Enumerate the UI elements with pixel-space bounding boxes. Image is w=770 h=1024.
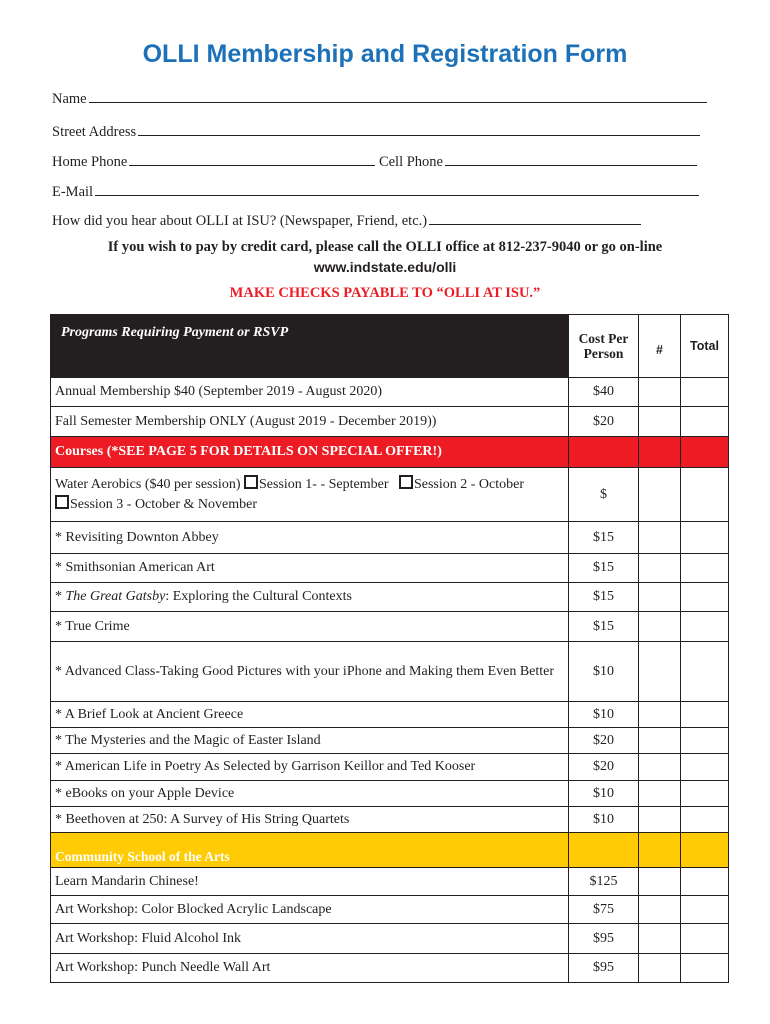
course-total[interactable]	[681, 583, 729, 612]
cell-phone-label: Cell Phone	[378, 154, 443, 170]
email-label: E-Mail	[52, 184, 94, 200]
arts-label: Art Workshop: Fluid Alcohol Ink	[51, 924, 569, 954]
programs-header: Programs Requiring Payment or RSVP	[51, 315, 569, 378]
course-total[interactable]	[681, 642, 729, 702]
course-qty[interactable]	[639, 612, 681, 642]
course-qty[interactable]	[639, 754, 681, 781]
course-qty[interactable]	[639, 728, 681, 754]
arts-qty[interactable]	[639, 924, 681, 954]
course-label: * The Mysteries and the Magic of Easter Island	[51, 728, 569, 754]
course-total[interactable]	[681, 702, 729, 728]
home-phone-label: Home Phone	[52, 154, 128, 170]
street-address-line[interactable]	[138, 121, 700, 136]
table-row	[51, 807, 729, 833]
session1-checkbox[interactable]	[244, 475, 258, 489]
arts-price: $95	[569, 954, 639, 983]
table-row	[51, 554, 729, 583]
cell-phone-line[interactable]	[445, 151, 697, 166]
course-label: * Beethoven at 250: A Survey of His String Quartets	[51, 807, 569, 833]
arts-label: Learn Mandarin Chinese!	[51, 868, 569, 896]
course-price: $10	[569, 807, 639, 833]
water-aerobics-row	[51, 468, 729, 522]
course-qty[interactable]	[639, 807, 681, 833]
table-row	[51, 868, 729, 896]
table-row	[51, 642, 729, 702]
total-header: Total	[681, 315, 729, 378]
table-header-row	[51, 315, 729, 378]
arts-qty[interactable]	[639, 954, 681, 983]
street-address-field[interactable]	[52, 121, 700, 141]
session3-label: Session 3 - October & November	[70, 496, 258, 512]
name-field[interactable]	[52, 88, 707, 108]
hear-about-line[interactable]	[429, 210, 641, 225]
arts-qty[interactable]	[639, 896, 681, 924]
form-title: OLLI Membership and Registration Form	[142, 40, 628, 68]
course-label: * American Life in Poetry As Selected by Garrison Keillor and Ted Kooser	[51, 754, 569, 781]
table-row	[51, 702, 729, 728]
session2-label: Session 2 - October	[413, 476, 525, 492]
course-price: $20	[569, 728, 639, 754]
name-label: Name	[52, 91, 87, 107]
fall-membership-label: Fall Semester Membership ONLY (August 2019 - December 2019))	[51, 407, 569, 437]
course-qty[interactable]	[639, 583, 681, 612]
fall-membership-price: $20	[569, 407, 639, 437]
course-qty[interactable]	[639, 702, 681, 728]
course-price: $15	[569, 612, 639, 642]
arts-label: Art Workshop: Punch Needle Wall Art	[51, 954, 569, 983]
home-phone-line[interactable]	[129, 151, 375, 166]
arts-price: $75	[569, 896, 639, 924]
arts-heading: Community School of the Arts	[51, 833, 569, 868]
course-label: * Advanced Class-Taking Good Pictures with your iPhone and Making them Even Better	[51, 642, 569, 702]
cost-per-person-header	[569, 315, 639, 378]
table-row	[51, 728, 729, 754]
credit-card-note: If you wish to pay by credit card, please call the OLLI office at 812-237-9040 or go on-line	[107, 239, 663, 255]
annual-membership-qty[interactable]	[639, 378, 681, 407]
annual-membership-price: $40	[569, 378, 639, 407]
arts-total[interactable]	[681, 924, 729, 954]
course-total[interactable]	[681, 554, 729, 583]
courses-section-header	[51, 437, 729, 468]
arts-section-header	[51, 833, 729, 868]
water-aerobics-qty[interactable]	[639, 468, 681, 522]
fall-membership-total[interactable]	[681, 407, 729, 437]
cost-header-line1: Cost Per	[578, 331, 629, 346]
annual-membership-total[interactable]	[681, 378, 729, 407]
arts-total[interactable]	[681, 954, 729, 983]
course-total[interactable]	[681, 612, 729, 642]
course-total[interactable]	[681, 754, 729, 781]
course-price: $15	[569, 522, 639, 554]
table-row	[51, 522, 729, 554]
course-label: * A Brief Look at Ancient Greece	[51, 702, 569, 728]
arts-price: $125	[569, 868, 639, 896]
course-label: * eBooks on your Apple Device	[51, 781, 569, 807]
fall-membership-qty[interactable]	[639, 407, 681, 437]
arts-total[interactable]	[681, 868, 729, 896]
quantity-header: #	[639, 315, 681, 378]
water-aerobics-price: $	[569, 468, 639, 522]
email-line[interactable]	[95, 181, 699, 196]
table-row	[51, 407, 729, 437]
course-price: $15	[569, 583, 639, 612]
website-link[interactable]: www.indstate.edu/olli	[313, 259, 457, 275]
table-row	[51, 924, 729, 954]
course-qty[interactable]	[639, 781, 681, 807]
cost-header-line2: Person	[583, 346, 624, 361]
course-price: $10	[569, 702, 639, 728]
arts-label: Art Workshop: Color Blocked Acrylic Landscape	[51, 896, 569, 924]
email-field[interactable]	[52, 181, 699, 201]
table-row	[51, 754, 729, 781]
table-row	[51, 612, 729, 642]
annual-membership-label: Annual Membership $40 (September 2019 - August 2020)	[51, 378, 569, 407]
course-qty[interactable]	[639, 642, 681, 702]
course-price: $20	[569, 754, 639, 781]
arts-price: $95	[569, 924, 639, 954]
table-row	[51, 781, 729, 807]
course-total[interactable]	[681, 522, 729, 554]
session2-checkbox[interactable]	[399, 475, 413, 489]
session3-checkbox[interactable]	[55, 495, 69, 509]
course-price: $15	[569, 554, 639, 583]
table-row	[51, 583, 729, 612]
hear-about-field[interactable]	[52, 210, 641, 230]
courses-heading: Courses (*SEE PAGE 5 FOR DETAILS ON SPECIAL OFFER!)	[51, 437, 569, 468]
hear-about-label: How did you hear about OLLI at ISU? (Newspaper, Friend, etc.)	[52, 213, 428, 229]
course-price: $10	[569, 642, 639, 702]
table-row	[51, 954, 729, 983]
course-qty[interactable]	[639, 522, 681, 554]
water-aerobics-total[interactable]	[681, 468, 729, 522]
course-qty[interactable]	[639, 554, 681, 583]
course-label: * Revisiting Downton Abbey	[51, 522, 569, 554]
course-total[interactable]	[681, 728, 729, 754]
table-row	[51, 378, 729, 407]
table-row	[51, 896, 729, 924]
water-aerobics-cell	[51, 468, 569, 522]
course-label: * Smithsonian American Art	[51, 554, 569, 583]
session1-label: Session 1- - September	[259, 476, 389, 492]
arts-qty[interactable]	[639, 868, 681, 896]
registration-table	[50, 314, 729, 983]
arts-total[interactable]	[681, 896, 729, 924]
course-label: * True Crime	[51, 612, 569, 642]
course-price: $10	[569, 781, 639, 807]
course-total[interactable]	[681, 807, 729, 833]
checks-payable-note: MAKE CHECKS PAYABLE TO “OLLI AT ISU.”	[229, 285, 541, 301]
phone-fields	[52, 151, 697, 171]
street-address-label: Street Address	[52, 124, 137, 140]
water-aerobics-label: Water Aerobics ($40 per session)	[55, 476, 244, 492]
name-line[interactable]	[89, 88, 707, 103]
course-total[interactable]	[681, 781, 729, 807]
course-label: * The Great Gatsby: Exploring the Cultural Contexts	[51, 583, 569, 612]
